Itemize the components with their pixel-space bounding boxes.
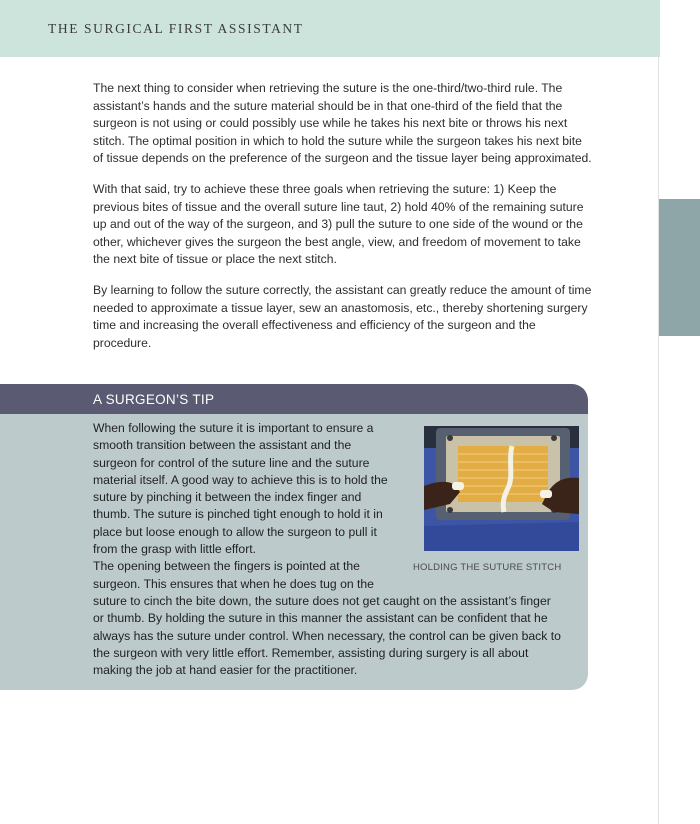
body-paragraph: The next thing to consider when retrieving the suture is the one-third/two-third rule. The assistant’s hands and the suture material should be in that one-third of the field that the surgeon is not using or could possibly use while he takes his next bite or throws his next stitch. The optimal position in which to hold the suture while the surgeon takes his next bite of tissue depends on the preference of the surgeon and the tissue layer being approximated. [93, 81, 592, 166]
body-paragraph: By learning to follow the suture correctly, the assistant can greatly reduce the amount of time needed to approximate a tissue layer, sew an anastomosis, etc., thereby shortening surgery time and increasing the overall effectiveness and efficiency of the surgeon and the procedure. [93, 282, 592, 350]
suture-photo [424, 426, 579, 551]
running-head: THE SURGICAL FIRST ASSISTANT [48, 21, 304, 36]
tip-paragraph: When following the suture it is important to ensure a smooth transition between the assistant and the surgeon for control of the suture line and the suture material itself. A good way to achieve this is to hold the suture by pinching it between the index finger and thumb. The suture is pinched tight enough to hold it in place but loose enough to allow the surgeon to pull it from the grasp with little effort. [93, 421, 388, 557]
chapter-side-tab [659, 199, 700, 336]
tip-figure [413, 426, 579, 576]
body-paragraph: With that said, try to achieve these three goals when retrieving the suture: 1) Keep the previous bites of tissue and the overall suture line taut, 2) hold 40% of the remaining suture up and out of the way of the surgeon, and 3) pull the suture to one side of the wound or the other, whichever gives the surgeon the best angle, view, and freedom of movement to take the next bite of tissue or place the next stitch. [93, 181, 584, 267]
surgeons-tip-box [0, 384, 588, 690]
tip-paragraph: The opening between the fingers is pointed at the surgeon. This ensures that when he does tug on the suture to cinch the bite down, the suture does not get caught on the assistant’s finger or thumb. By holding the suture in this manner the assistant can be confident that he always has the suture under control. When necessary, the control can be given back to the surgeon with very little effort. Remember, assisting during surgery is all about making the job at hand easier for the practitioner. [93, 559, 561, 678]
header-band [0, 0, 660, 57]
page-edge-rule [658, 57, 659, 824]
tip-title: A SURGEON’S TIP [93, 392, 215, 407]
tip-text [93, 420, 563, 679]
tip-header [0, 384, 588, 414]
photo-caption: HOLDING THE SUTURE STITCH [413, 562, 562, 573]
body-text [93, 80, 593, 365]
